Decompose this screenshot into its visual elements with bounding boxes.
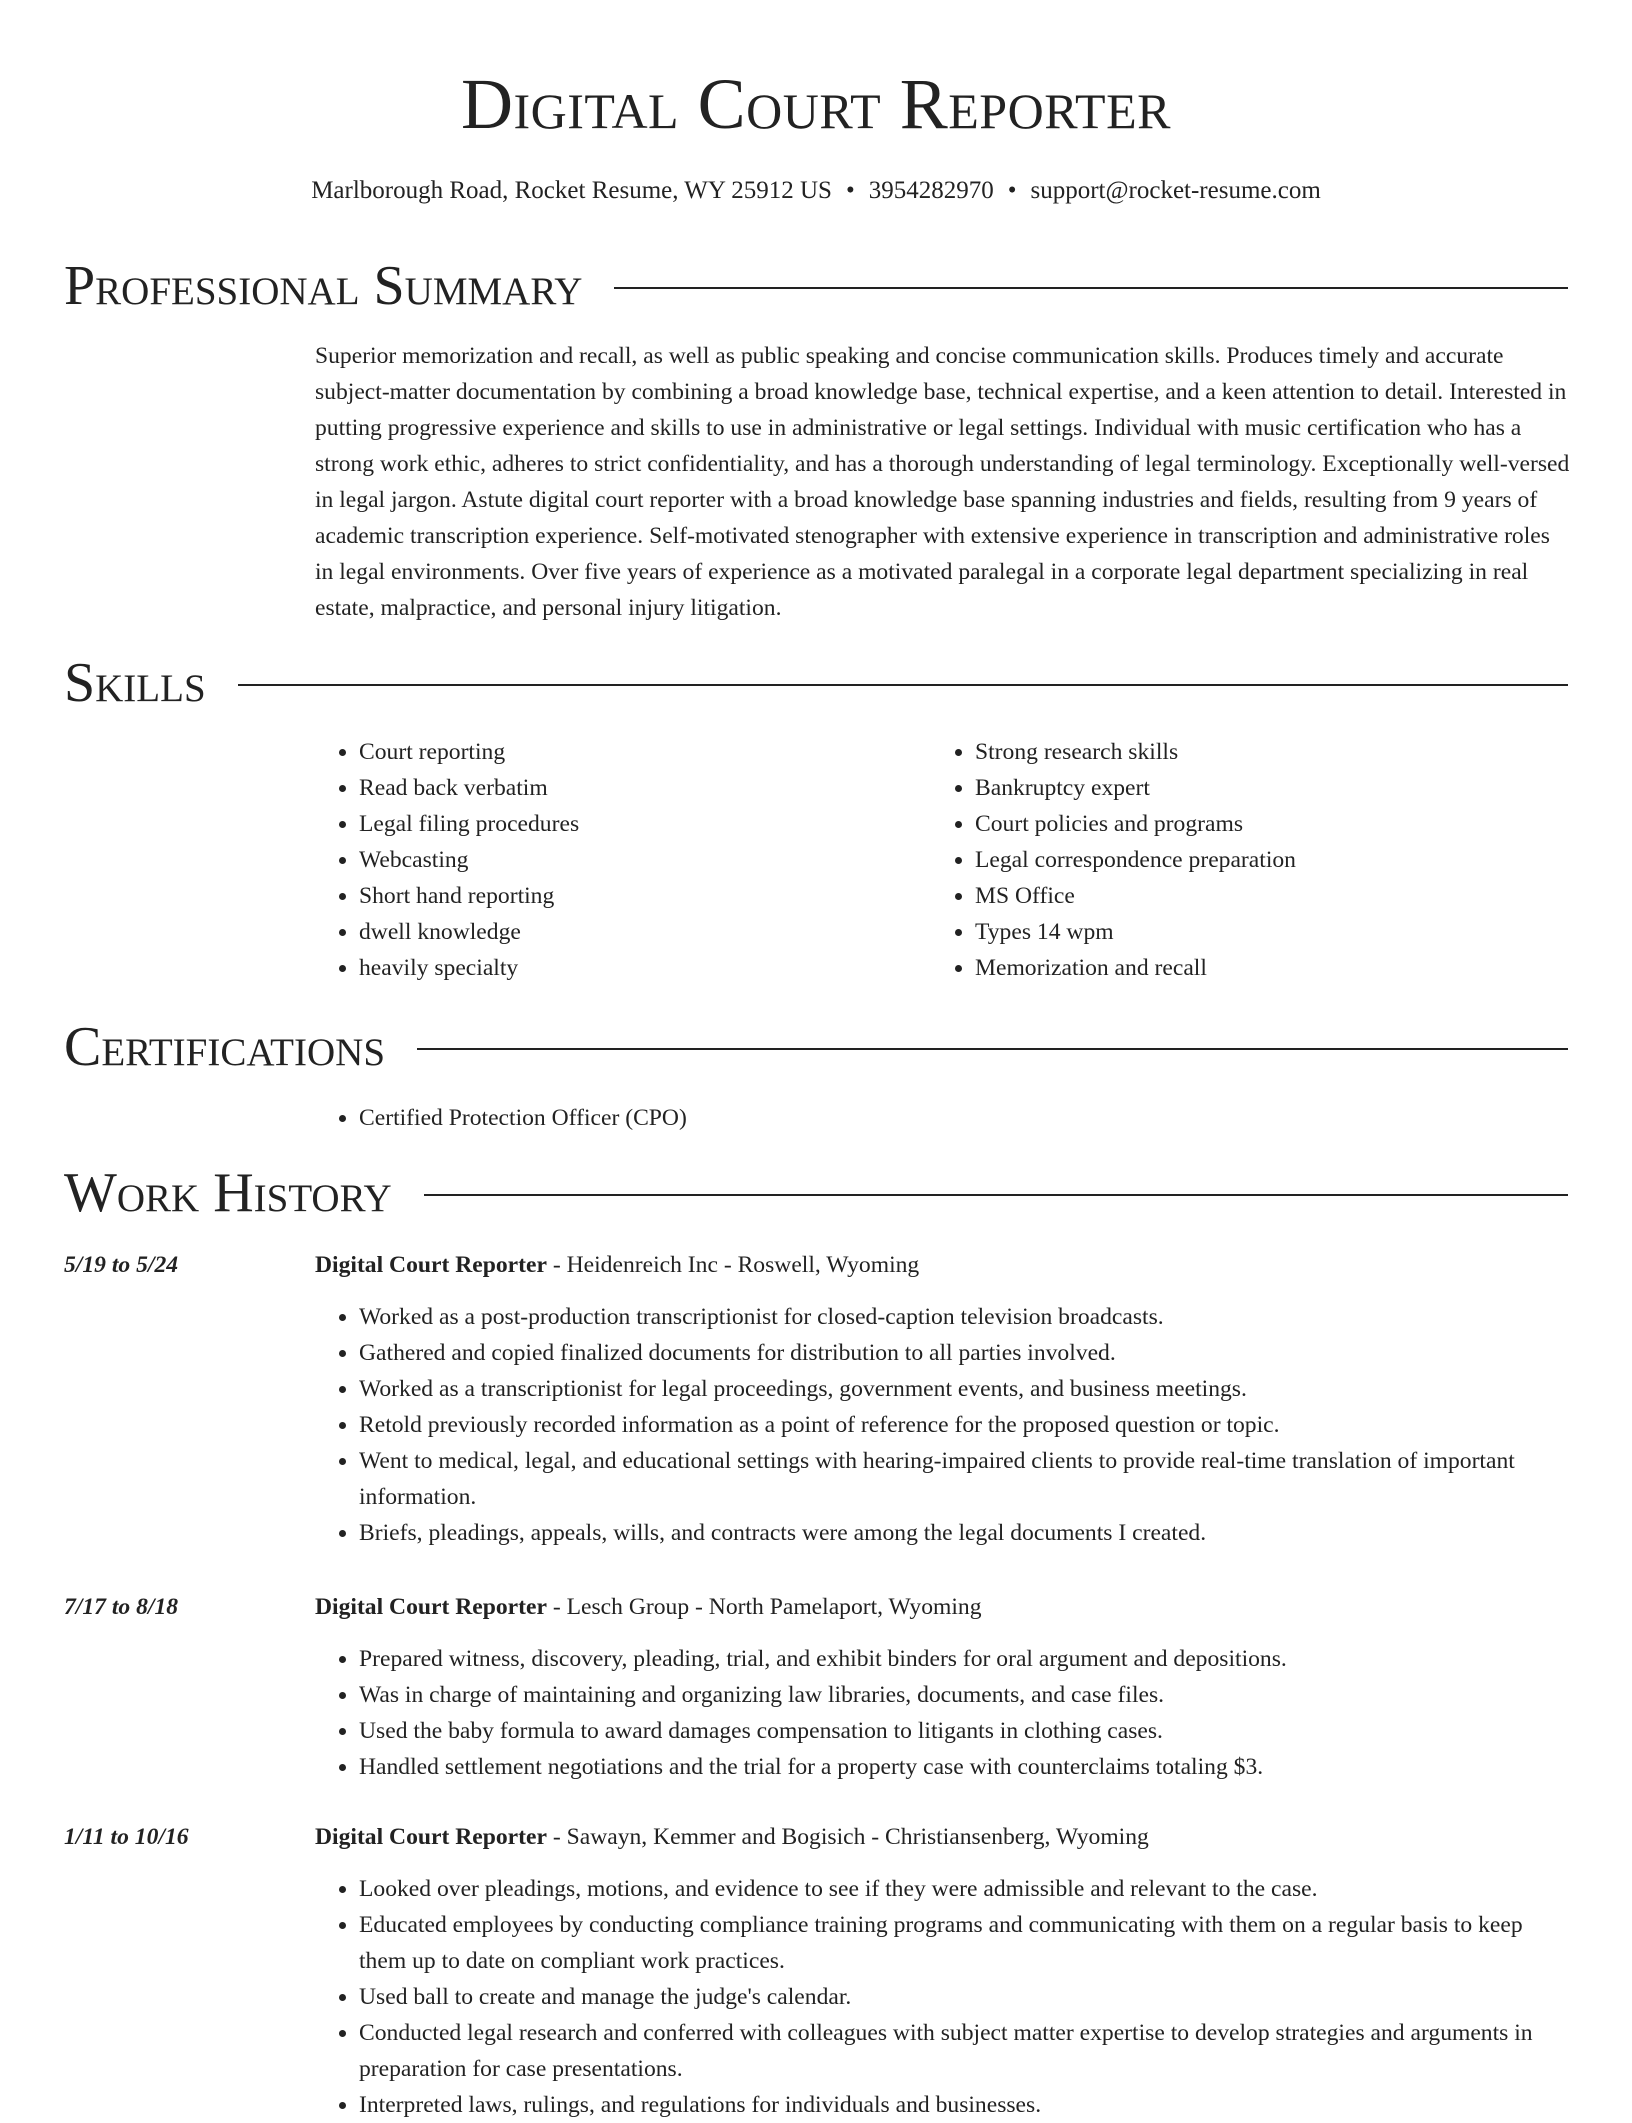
certifications-items xyxy=(315,1100,1571,1136)
skill-item: • Strong research skills xyxy=(975,734,1547,770)
contact-line xyxy=(0,174,1632,208)
skill-item: • Bankruptcy expert xyxy=(975,770,1547,806)
work-history-section-title: Work History xyxy=(64,1162,392,1224)
skills-list xyxy=(315,734,1571,986)
certifications-section-header xyxy=(64,1012,1568,1082)
contact-address: Marlborough Road, Rocket Resume, WY 25912 US xyxy=(311,177,832,204)
section-divider xyxy=(614,287,1568,289)
contact-phone: 3954282970 xyxy=(868,177,994,204)
job-bullet: • Worked as a post-production transcriptionist for closed-caption television broadcasts. xyxy=(359,1299,1571,1335)
job-bullet: • Handled settlement negotiations and the trial for a property case with counterclaims totaling $3. xyxy=(359,1749,1571,1785)
job-headline xyxy=(315,1247,919,1283)
skill-item: • Types 14 wpm xyxy=(975,914,1547,950)
skill-item: • Read back verbatim xyxy=(359,770,931,806)
skill-item: • MS Office xyxy=(975,878,1547,914)
section-divider xyxy=(424,1194,1568,1196)
section-divider xyxy=(417,1048,1568,1050)
job-dates: 7/17 to 8/18 xyxy=(64,1594,179,1620)
contact-separator: • xyxy=(1007,177,1017,204)
skills-column-left xyxy=(315,734,931,986)
skill-item: • Legal filing procedures xyxy=(359,806,931,842)
skills-section-header xyxy=(64,648,1568,718)
skills-section-title: Skills xyxy=(64,652,206,714)
job-title: Digital Court Reporter xyxy=(315,1824,547,1850)
skill-item: • Webcasting xyxy=(359,842,931,878)
job-headline xyxy=(315,1589,982,1625)
job-dates: 1/11 to 10/16 xyxy=(64,1824,189,1850)
job-bullet: • Conducted legal research and conferred with colleagues with subject matter expertise to develop strategies and arguments in preparation for case presentations. xyxy=(359,2015,1571,2087)
job-bullet: • Used the baby formula to award damages compensation to litigants in clothing cases. xyxy=(359,1713,1571,1749)
job-bullet: • Prepared witness, discovery, pleading, trial, and exhibit binders for oral argument and depositions. xyxy=(359,1641,1571,1677)
skill-item: • heavily specialty xyxy=(359,950,931,986)
job-title: Digital Court Reporter xyxy=(315,1594,547,1620)
summary-section-title: Professional Summary xyxy=(64,255,583,317)
job-company-location: - Heidenreich Inc - Roswell, Wyoming xyxy=(546,1252,920,1278)
job-bullets xyxy=(315,1641,1571,1785)
job-bullet: • Interpreted laws, rulings, and regulations for individuals and businesses. xyxy=(359,2087,1571,2123)
resume-name: Digital Court Reporter xyxy=(461,64,1171,144)
summary-text: Superior memorization and recall, as well as public speaking and concise communication skills. Produces timely and accurate subject-matter documentation by combining a broad knowledge base, technical expertise, and a keen attention to detail. Interested in putting progressive experience and skills to use in administrative or legal settings. Individual with music certification who has a strong work ethic, adheres to strict confidentiality, and has a thorough understanding of legal terminology. Exceptionally well-versed in legal jargon. Astute digital court reporter with a broad knowledge base spanning industries and fields, resulting from 9 years of academic transcription experience. Self-motivated stenographer with extensive experience in transcription and administrative roles in legal environments. Over five years of experience as a motivated paralegal in a corporate legal department specializing in real estate, malpractice, and personal injury litigation. xyxy=(315,343,1570,621)
job-title: Digital Court Reporter xyxy=(315,1252,547,1278)
job-company-location: - Lesch Group - North Pamelaport, Wyoming xyxy=(546,1594,982,1620)
job-bullet: • Used ball to create and manage the judge's calendar. xyxy=(359,1979,1571,2015)
job-bullet: • Gathered and copied finalized documents for distribution to all parties involved. xyxy=(359,1335,1571,1371)
job-bullets xyxy=(315,1871,1571,2123)
skills-column-right xyxy=(931,734,1547,986)
job-headline xyxy=(315,1819,1149,1855)
job-bullet: • Looked over pleadings, motions, and evidence to see if they were admissible and relevant to the case. xyxy=(359,1871,1571,1907)
contact-email: support@rocket-resume.com xyxy=(1030,177,1321,204)
job-bullet: • Briefs, pleadings, appeals, wills, and contracts were among the legal documents I created. xyxy=(359,1515,1571,1551)
summary-section-header xyxy=(64,251,1568,321)
skill-item: • Short hand reporting xyxy=(359,878,931,914)
work-history-section-header xyxy=(64,1158,1568,1228)
contact-separator: • xyxy=(845,177,855,204)
job-bullet: • Worked as a transcriptionist for legal proceedings, government events, and business meetings. xyxy=(359,1371,1571,1407)
job-dates: 5/19 to 5/24 xyxy=(64,1252,179,1278)
job-bullets xyxy=(315,1299,1571,1551)
certifications-section-title: Certifications xyxy=(64,1016,386,1078)
job-bullet: • Retold previously recorded information as a point of reference for the proposed question or topic. xyxy=(359,1407,1571,1443)
skill-item: • Court policies and programs xyxy=(975,806,1547,842)
job-company-location: - Sawayn, Kemmer and Bogisich - Christiansenberg, Wyoming xyxy=(546,1824,1149,1850)
certification-item: • Certified Protection Officer (CPO) xyxy=(359,1100,1571,1136)
job-bullet: • Went to medical, legal, and educational settings with hearing-impaired clients to provide real-time translation of important information. xyxy=(359,1443,1571,1515)
skill-item: • Court reporting xyxy=(359,734,931,770)
skill-item: • Memorization and recall xyxy=(975,950,1547,986)
job-bullet: • Was in charge of maintaining and organizing law libraries, documents, and case files. xyxy=(359,1677,1571,1713)
skill-item: • Legal correspondence preparation xyxy=(975,842,1547,878)
job-bullet: • Educated employees by conducting compliance training programs and communicating with them on a regular basis to keep them up to date on compliant work practices. xyxy=(359,1907,1571,1979)
certifications-list xyxy=(315,1100,1571,1136)
skill-item: • dwell knowledge xyxy=(359,914,931,950)
section-divider xyxy=(238,684,1568,686)
